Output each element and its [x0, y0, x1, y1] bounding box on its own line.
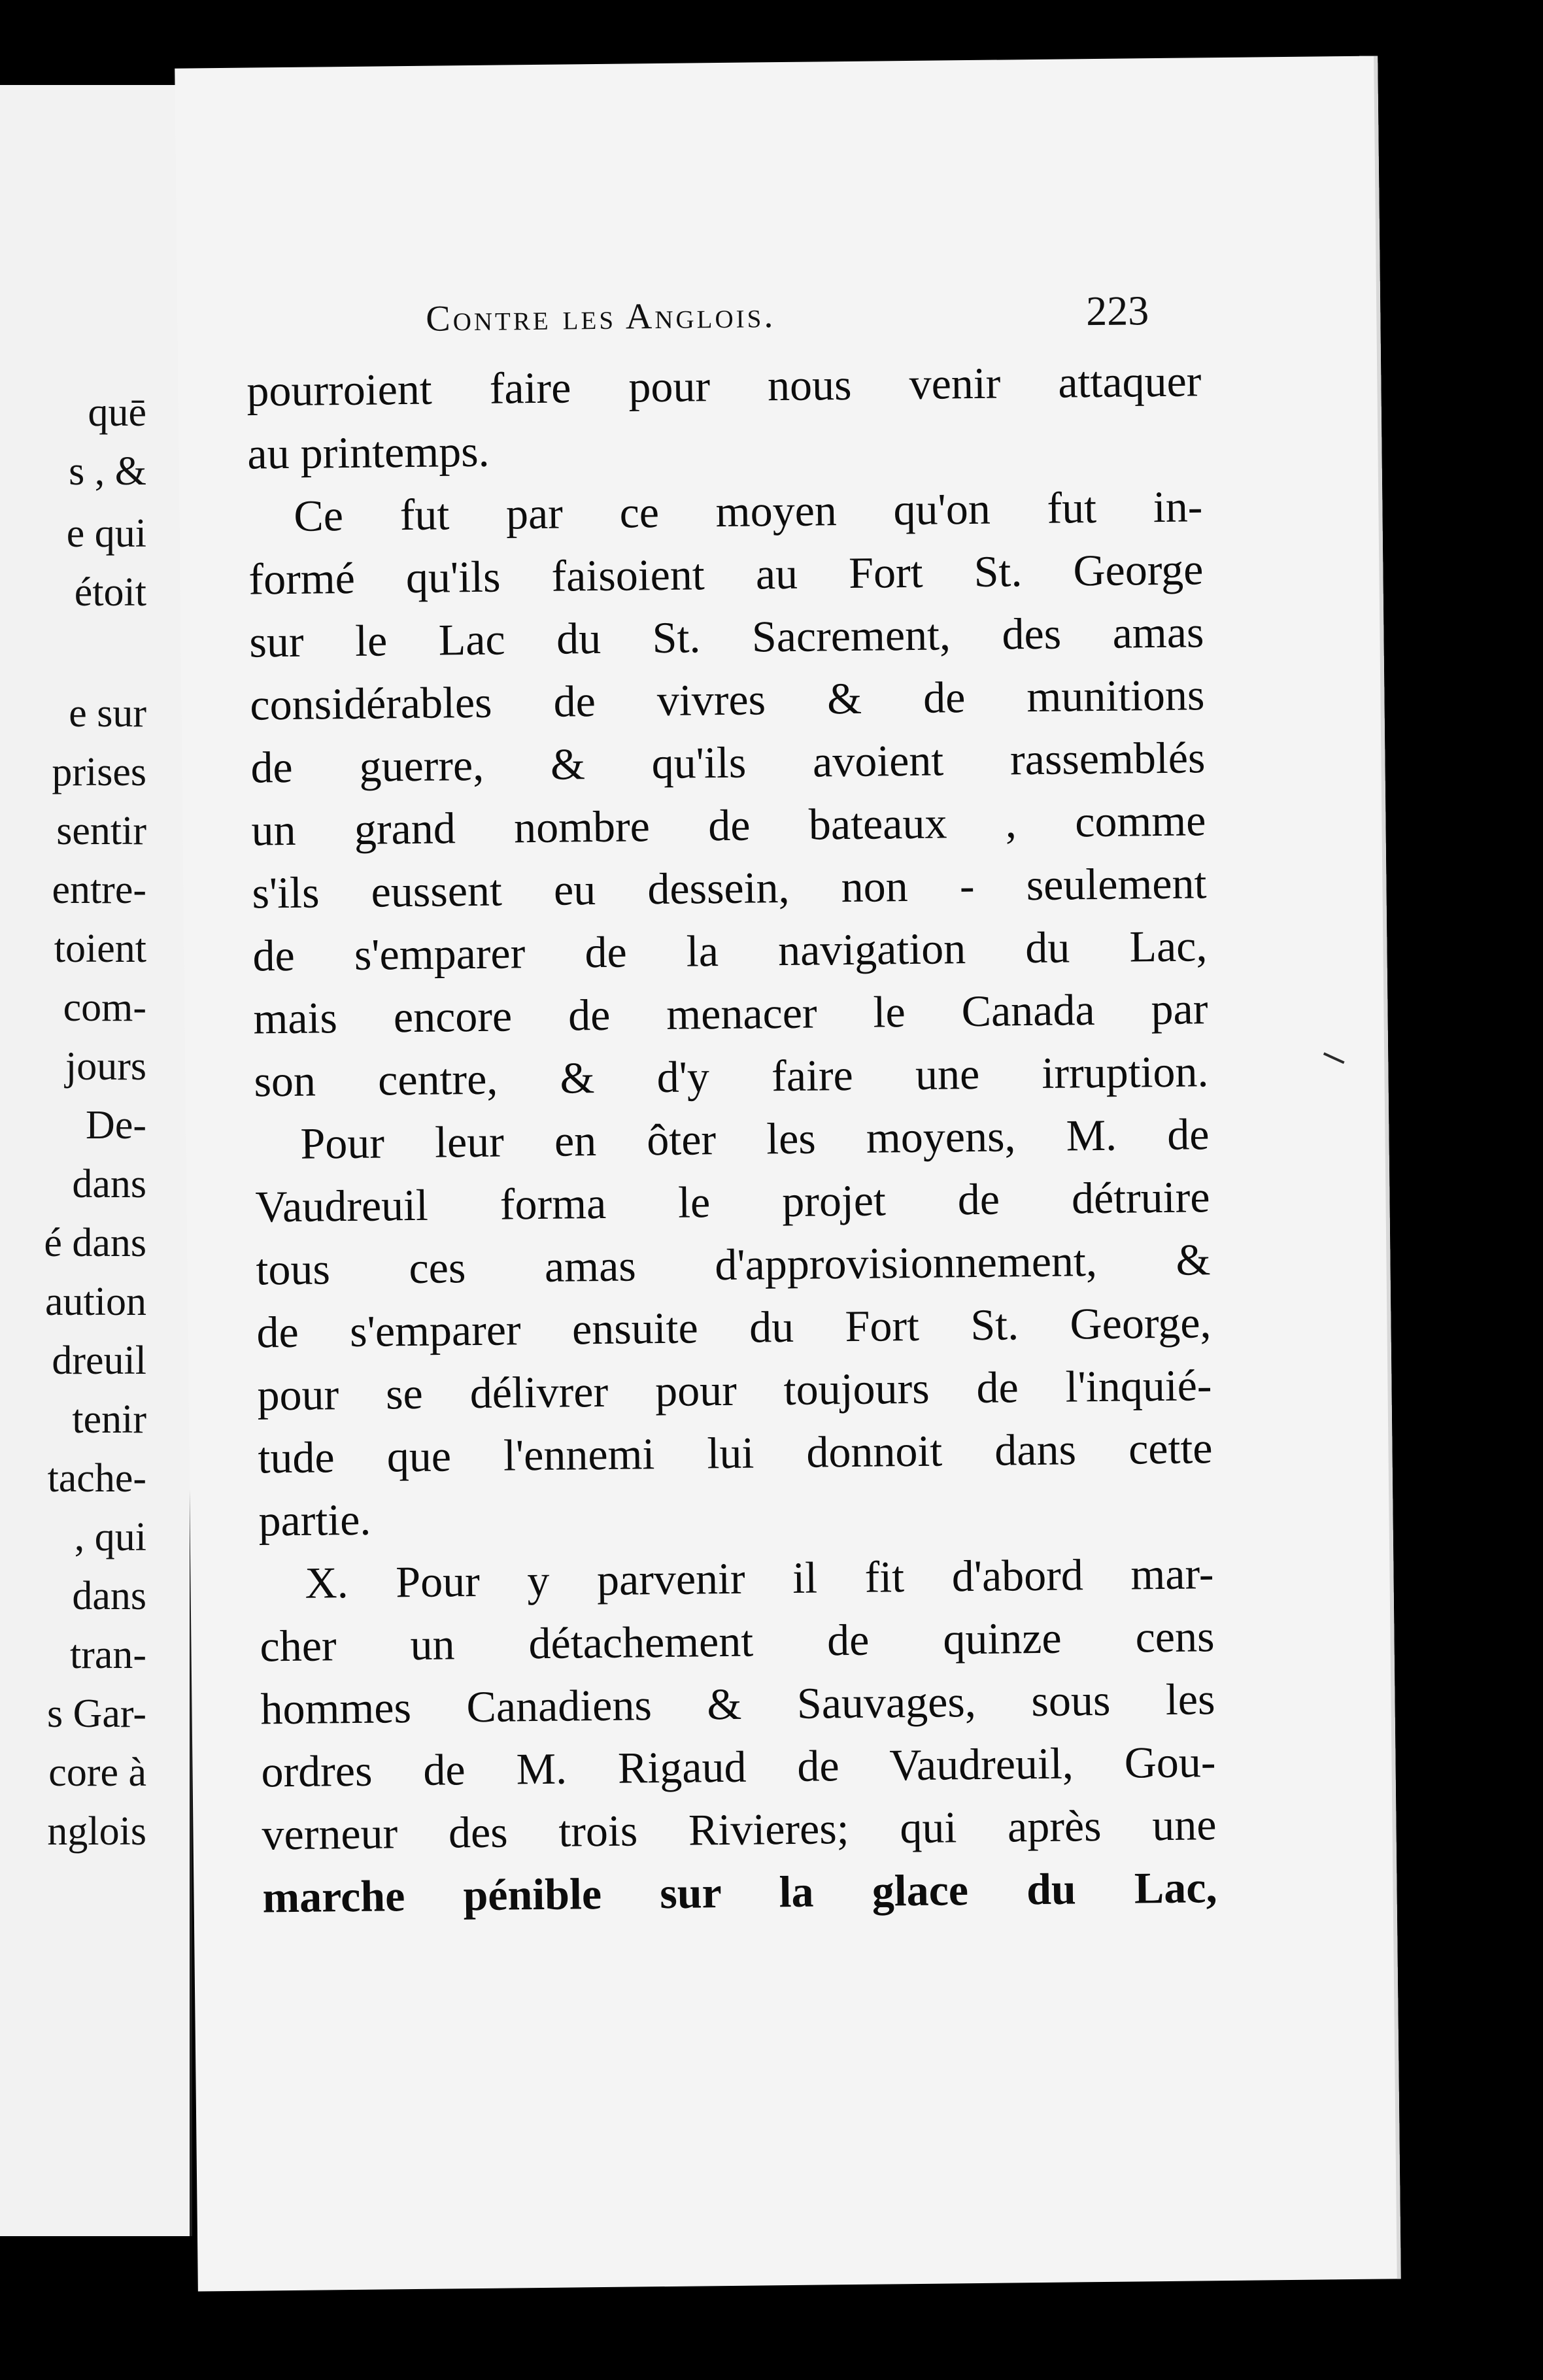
- left-line: aution: [45, 1280, 146, 1324]
- text-line: tude que l'ennemi lui donnoit dans cette: [258, 1423, 1213, 1483]
- right-page: [175, 56, 1401, 2291]
- text-line: un grand nombre de bateaux , comme: [251, 795, 1206, 855]
- left-line: sentir: [56, 809, 146, 853]
- running-title: Contre les Anglois.: [425, 295, 776, 339]
- left-line: com-: [63, 985, 146, 1030]
- body-text-block: [243, 56, 1378, 2291]
- left-line: core à: [48, 1750, 146, 1795]
- text-line: marche pénible sur la glace du Lac,: [262, 1862, 1217, 1922]
- text-line: s'ils eussent eu dessein, non - seulement: [252, 858, 1207, 918]
- text-line: pourroient faire pour nous venir attaquer: [246, 356, 1202, 416]
- text-line: au printemps.: [247, 426, 490, 479]
- text-line: sur le Lac du St. Sacrement, des amas: [249, 607, 1204, 667]
- left-line: dans: [72, 1574, 146, 1618]
- text-line: de guerre, & qu'ils avoient rassemblés: [250, 732, 1206, 792]
- left-line: dans: [72, 1162, 146, 1206]
- left-line: toient: [54, 926, 146, 971]
- text-line: Pour leur en ôter les moyens, M. de: [300, 1109, 1210, 1168]
- left-line: entre-: [52, 868, 146, 912]
- text-line: mais encore de menacer le Canada par: [253, 983, 1208, 1044]
- left-page-text-column: [3, 85, 186, 2236]
- left-line: nglois: [47, 1809, 146, 1854]
- left-line: é dans: [44, 1221, 146, 1265]
- page-number: 223: [1085, 287, 1149, 335]
- left-line: e qui: [66, 511, 146, 556]
- text-line: pour se délivrer pour toujours de l'inquié-: [257, 1360, 1212, 1420]
- left-line: s Gar-: [47, 1692, 146, 1736]
- left-line: étoit: [74, 570, 146, 615]
- left-line: quē: [88, 390, 146, 435]
- left-line: e sur: [69, 691, 146, 736]
- text-line: partie.: [258, 1494, 371, 1546]
- text-line: Vaudreuil forma le projet de détruire: [255, 1172, 1210, 1232]
- text-line: son centre, & d'y faire une irruption.: [254, 1046, 1209, 1106]
- text-line: de s'emparer de la navigation du Lac,: [252, 921, 1208, 981]
- left-line: tenir: [72, 1397, 146, 1442]
- left-line: , qui: [74, 1515, 146, 1559]
- text-line: X. Pour y parvenir il fit d'abord mar-: [305, 1548, 1214, 1608]
- left-page-fragment: [0, 85, 192, 2236]
- left-line: prises: [52, 750, 146, 794]
- left-line: s , &: [69, 449, 146, 494]
- text-line: Ce fut par ce moyen qu'on fut in-: [294, 481, 1203, 541]
- left-line: jours: [65, 1044, 146, 1089]
- text-line: considérables de vivres & de munitions: [250, 670, 1205, 730]
- text-line: de s'emparer ensuite du Fort St. George,: [256, 1297, 1212, 1357]
- text-line: ordres de M. Rigaud de Vaudreuil, Gou-: [261, 1737, 1216, 1797]
- text-line: formé qu'ils faisoient au Fort St. George: [248, 544, 1204, 604]
- left-line: tran-: [69, 1633, 146, 1677]
- left-line: De-: [86, 1103, 146, 1148]
- text-line: hommes Canadiens & Sauvages, sous les: [260, 1674, 1215, 1734]
- text-line: verneur des trois Rivieres; qui après une: [262, 1799, 1217, 1860]
- text-line: cher un détachement de quinze cens: [260, 1611, 1215, 1671]
- left-line: dreuil: [52, 1338, 146, 1383]
- text-line: tous ces amas d'approvisionnement, &: [256, 1234, 1211, 1295]
- left-line: tache-: [47, 1456, 146, 1501]
